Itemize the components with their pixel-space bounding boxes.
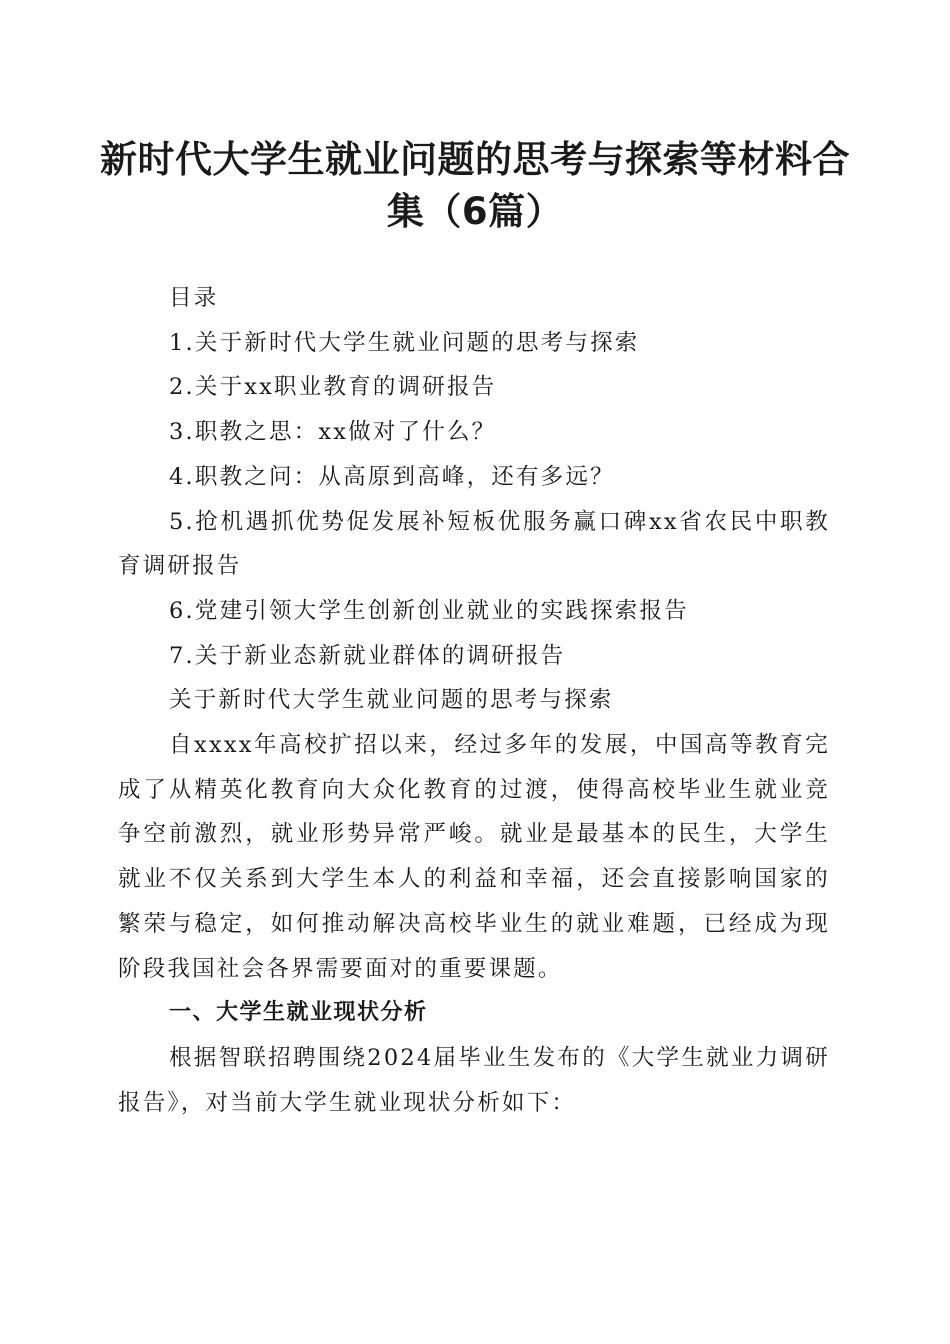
toc-item-6: 6.党建引领大学生创新创业就业的实践探索报告	[169, 597, 689, 624]
toc-heading: 目录	[169, 285, 219, 311]
toc-item-2: 2.关于xx职业教育的调研报告	[169, 374, 497, 401]
toc-item-3: 3.职教之思：xx做对了什么？	[169, 419, 497, 446]
document-body	[118, 276, 830, 1125]
document-title: 新时代大学生就业问题的思考与探索等材料合集（6篇）	[100, 138, 850, 233]
section-paragraph: 根据智联招聘围绕2024届毕业生发布的《大学生就业力调研报告》，对当前大学生就业现状分析如下：	[118, 1044, 830, 1116]
section-heading: 一、大学生就业现状分析	[169, 1000, 428, 1026]
intro-paragraph: 自xxxx年高校扩招以来，经过多年的发展，中国高等教育完成了从精英化教育向大众化教育的过渡，使得高校毕业生就业竞争空前激烈，就业形势异常严峻。就业是最基本的民生，大学生就业不仅关系到大学生本人的利益和幸福，还会直接影响国家的繁荣与稳定，如何推动解决高校毕业生的就业难题，已经成为现阶段我国社会各界需要面对的重要课题。	[118, 732, 830, 982]
toc-item-1: 1.关于新时代大学生就业问题的思考与探索	[169, 329, 640, 356]
toc-item-5: 5.抢机遇抓优势促发展补短板优服务赢口碑xx省农民中职教育调研报告	[118, 508, 830, 580]
toc-item-7: 7.关于新业态新就业群体的调研报告	[169, 642, 566, 669]
article-title: 关于新时代大学生就业问题的思考与探索	[169, 687, 614, 714]
toc-item-4: 4.职教之问：从高原到高峰，还有多远？	[169, 463, 615, 490]
